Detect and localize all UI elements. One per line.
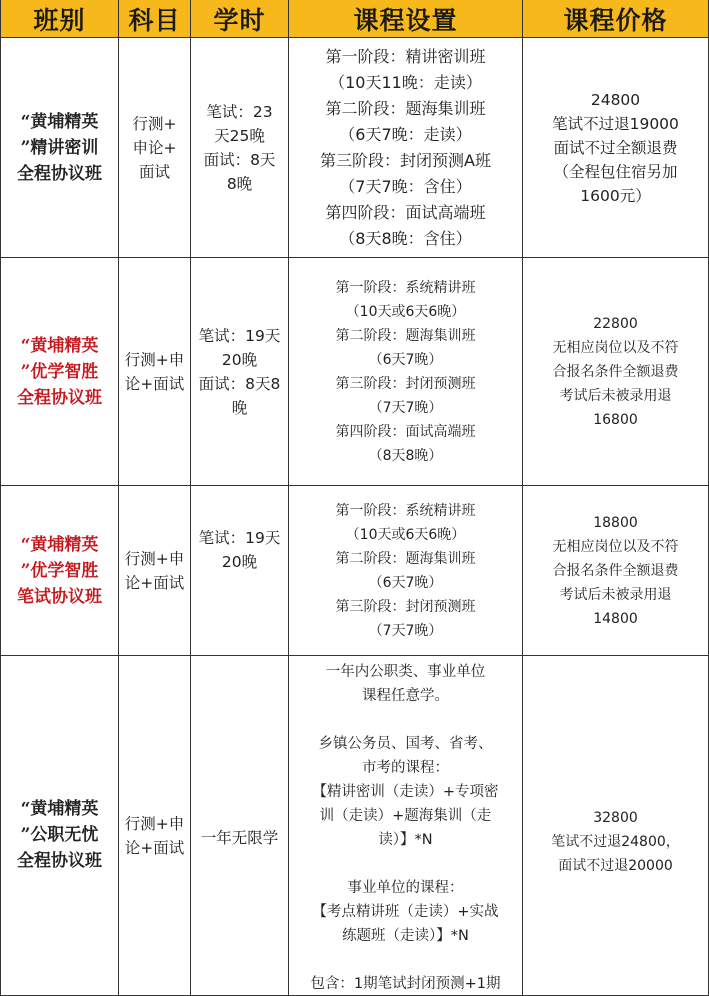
row-4-courses: [289, 656, 523, 996]
class-name-text: “黄埔精英 ”精讲密训 全程协议班: [17, 111, 102, 184]
row-2-class-name: [0, 258, 119, 486]
row-2-price: [523, 258, 709, 486]
row-2-hours: [191, 258, 289, 486]
row-1-subjects: [119, 38, 191, 258]
header-courses: 课程设置: [289, 0, 523, 38]
row-3-class-name: [0, 486, 119, 656]
subjects-text: 行测+申 论+面试: [124, 815, 185, 857]
row-1-courses: [289, 38, 523, 258]
price-text: 18800 无相应岗位以及不符 合报名条件全额退费 考试后未被录用退 14800: [552, 514, 679, 627]
price-text: 32800 笔试不过退24800， 面试不过退20000: [551, 810, 680, 874]
subjects-text: 行测+ 申论+ 面试: [132, 114, 177, 181]
row-4-subjects: [119, 656, 191, 996]
row-2-courses: [289, 258, 523, 486]
subjects-text: 行测+申 论+面试: [124, 549, 185, 592]
courses-text: 第一阶段：系统精讲班 （10天或6天6晚） 第二阶段：题海集训班 （6天7晚） 第三阶段：封闭预测班 （7天7晚） 第四阶段：面试高端班 （8天8晚）: [335, 279, 476, 464]
row-4-hours: [191, 656, 289, 996]
row-3-hours: [191, 486, 289, 656]
class-name-text: “黄埔精英 ”公职无忧 全程协议班: [17, 799, 102, 871]
hours-text: 一年无限学: [200, 829, 279, 847]
courses-text: 第一阶段：精讲密训班 （10天11晚：走读） 第二阶段：题海集训班 （6天7晚：走读） 第三阶段：封闭预测A班 （7天7晚：含住） 第四阶段：面试高端班 （8天8晚：含住）: [320, 46, 491, 248]
class-name-text: “黄埔精英 ”优学智胜 笔试协议班: [17, 534, 102, 607]
row-1-class-name: [0, 38, 119, 258]
header-hours: 学时: [191, 0, 289, 38]
price-text: 24800 笔试不过退19000 面试不过全额退费 （全程包住宿另加 1600元）: [552, 90, 679, 205]
header-price: 课程价格: [523, 0, 709, 38]
row-1-price: [523, 38, 709, 258]
hours-text: 笔试：19天 20晚 面试：8天8 晚: [198, 326, 281, 417]
row-4-price: [523, 656, 709, 996]
row-3-courses: [289, 486, 523, 656]
hours-text: 笔试：19天 20晚: [198, 529, 281, 571]
row-3-price: [523, 486, 709, 656]
row-3-subjects: [119, 486, 191, 656]
subjects-text: 行测+申 论+面试: [124, 350, 185, 393]
hours-text: 笔试：23 天25晚 面试：8天 8晚: [203, 102, 276, 193]
header-subjects: 科目: [119, 0, 191, 38]
row-2-subjects: [119, 258, 191, 486]
header-class: 班别: [0, 0, 119, 38]
row-1-hours: [191, 38, 289, 258]
price-text: 22800 无相应岗位以及不符 合报名条件全额退费 考试后未被录用退 16800: [552, 315, 679, 428]
courses-text: 第一阶段：系统精讲班 （10天或6天6晚） 第二阶段：题海集训班 （6天7晚） 第三阶段：封闭预测班 （7天7晚）: [335, 502, 476, 639]
class-name-text: “黄埔精英 ”优学智胜 全程协议班: [17, 335, 102, 408]
row-4-class-name: [0, 656, 119, 996]
courses-text: 一年内公职类、事业单位 课程任意学。 乡镇公务员、国考、省考、 市考的课程： 【精讲密训（走读）+专项密 训（走读）+题海集训（走 读）】*N 事业单位的课程： 【考点精讲班（走读）+实战 练题班（走读）】*N 包含：1期笔试封闭预测+1期: [310, 664, 501, 992]
